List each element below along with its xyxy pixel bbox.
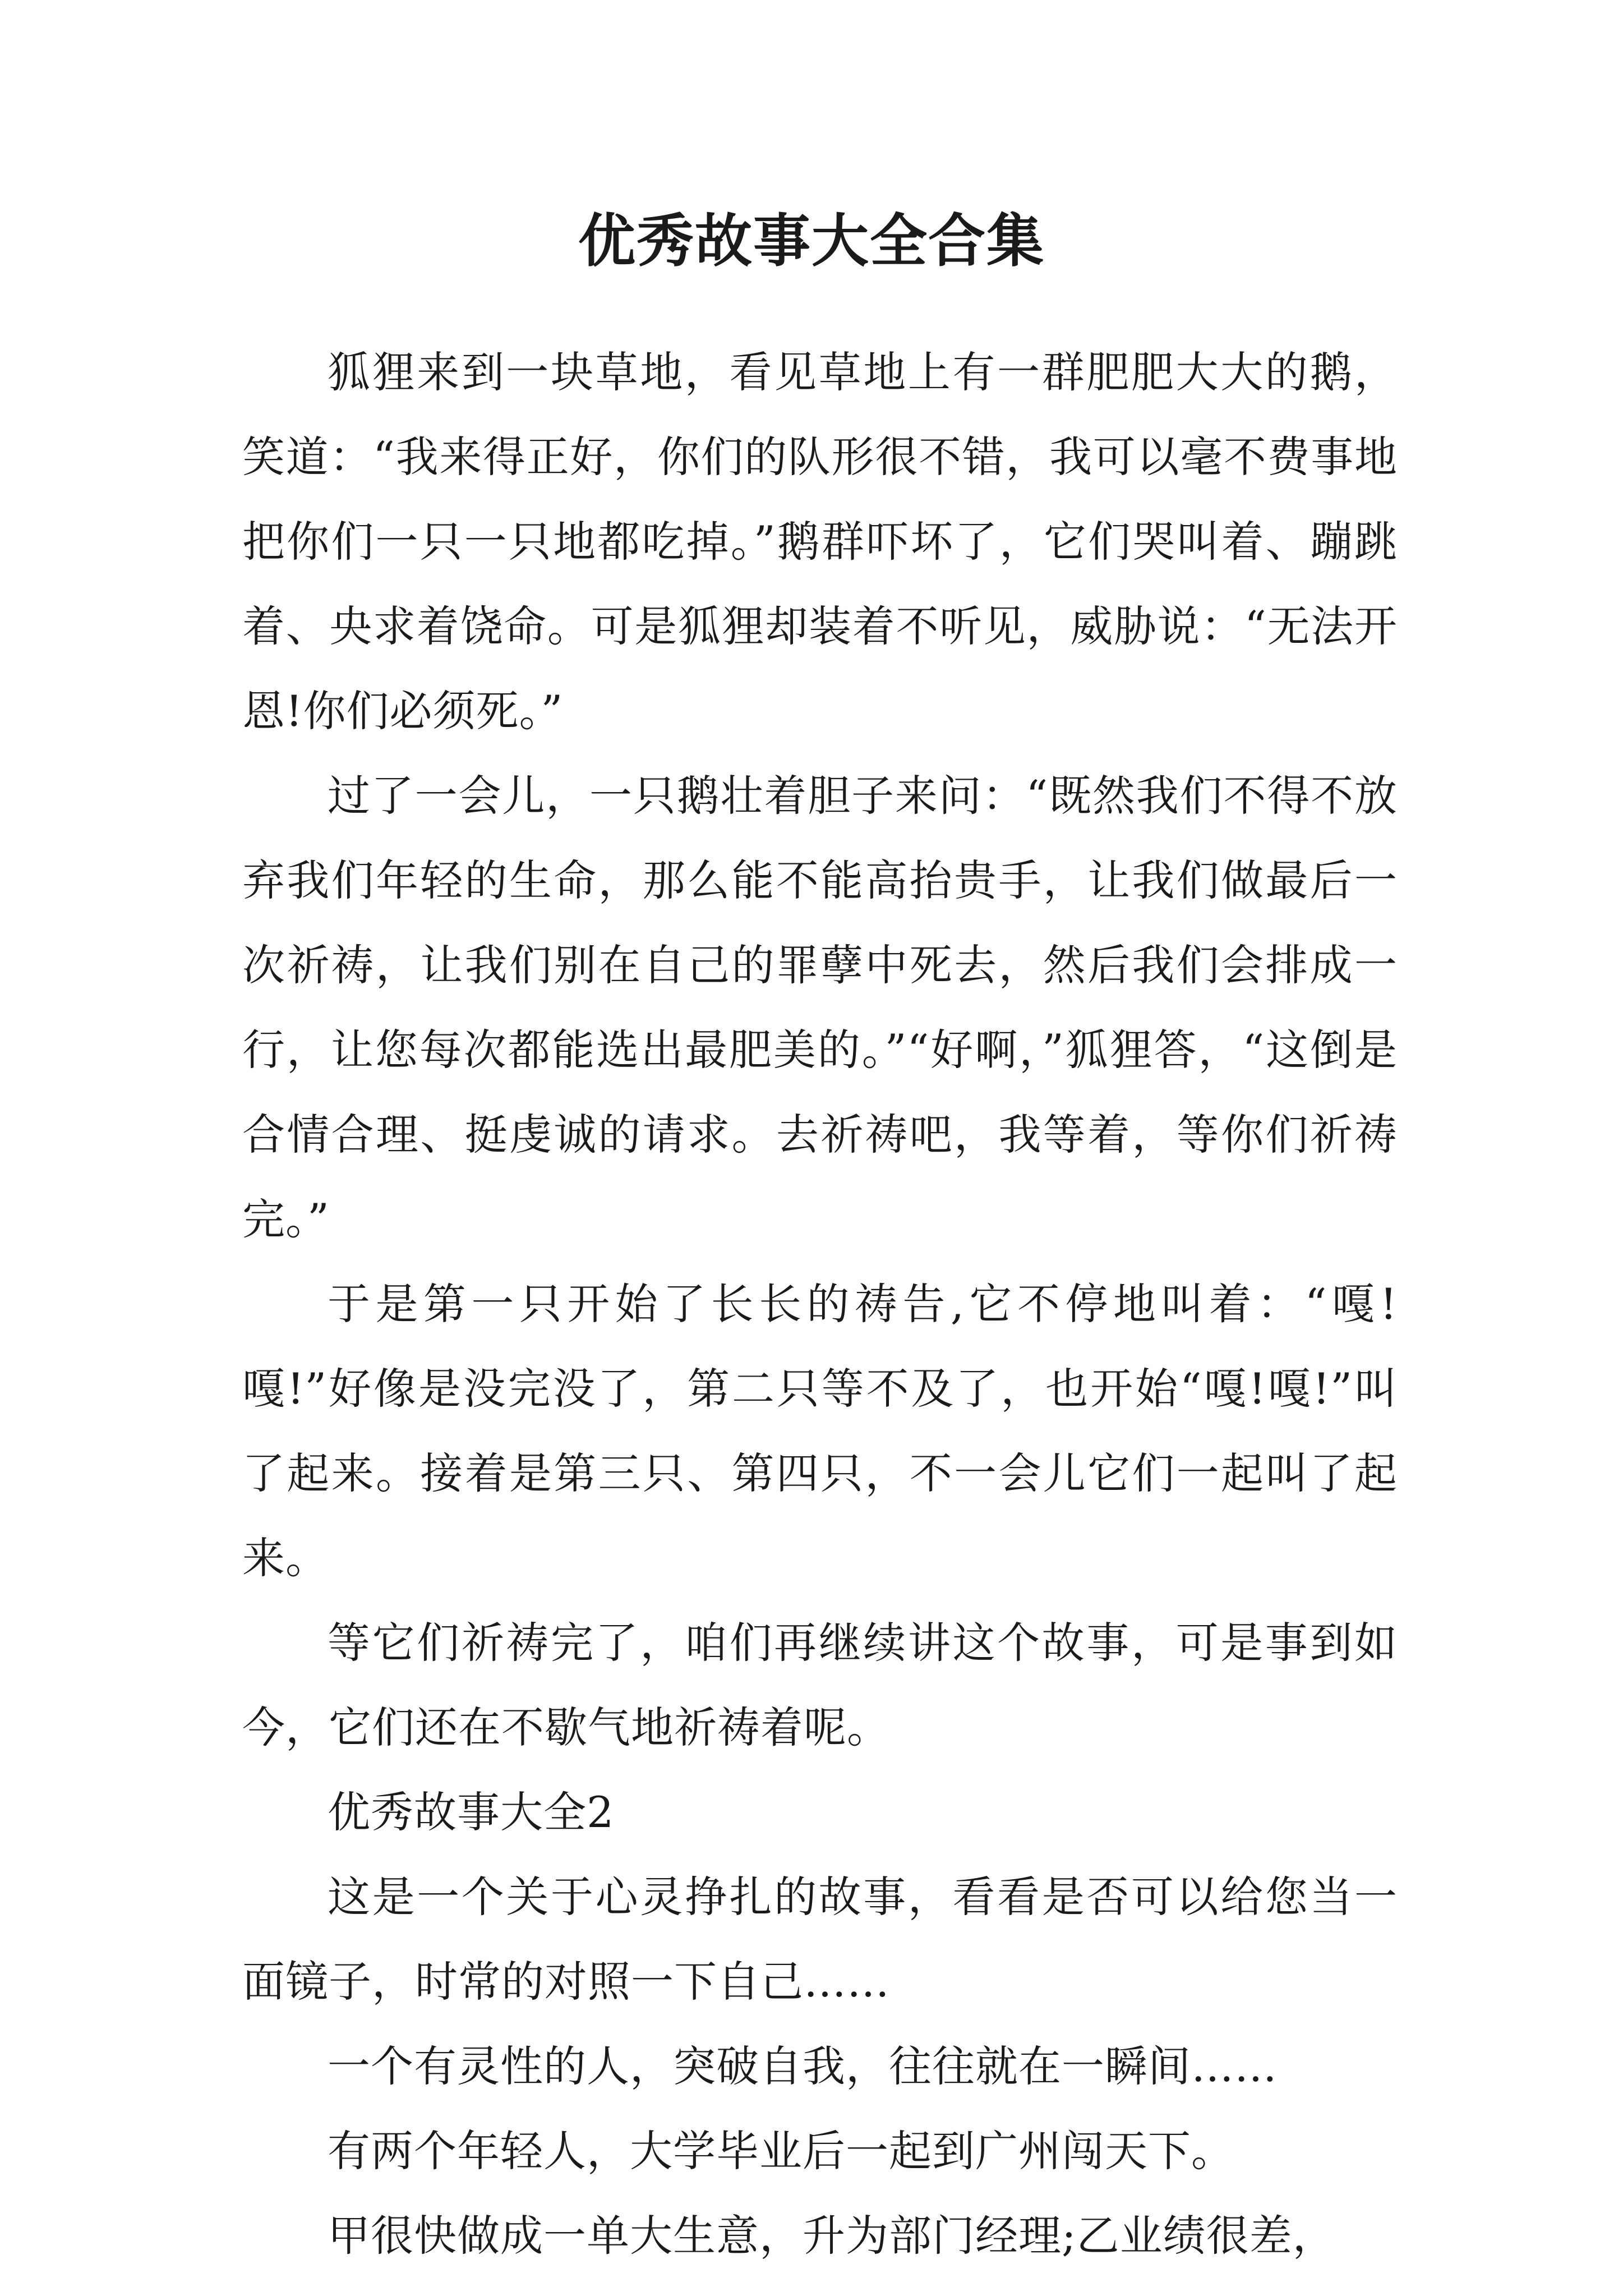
paragraph: 有两个年轻人，大学毕业后一起到广州闯天下。 <box>328 2126 1234 2176</box>
paragraph: 甲很快做成一单大生意，升为部门经理;乙业绩很差， <box>328 2211 1336 2261</box>
document-title: 优秀故事大全合集 <box>578 208 1045 275</box>
section-heading: 优秀故事大全2 <box>328 1787 615 1837</box>
paragraph: 一个有灵性的人，突破自我，往往就在一瞬间…… <box>328 2041 1278 2091</box>
paragraph: 过了一会儿，一只鹅壮着胆子来问：“既然我们不得不放弃我们年轻的生命，那么能不能高抬贵手，让我们做最后一次祈祷，让我们别在自己的罪孽中死去，然后我们会排成一行，让您每次都能选出最肥美的。”“好啊，”狐狸答，“这倒是合情合理、挺虔诚的请求。去祈祷吧，我等着，等你们祈祷完。” <box>242 771 1398 1244</box>
paragraph: 这是一个关于心灵挣扎的故事，看看是否可以给您当一面镜子，时常的对照一下自己…… <box>242 1872 1398 2007</box>
paragraph: 于是第一只开始了长长的祷告,它不停地叫着：“嘎!嘎!”好像是没完没了，第二只等不及了，也开始“嘎!嘎!”叫了起来。接着是第三只、第四只，不一会儿它们一起叫了起来。 <box>242 1279 1398 1583</box>
paragraph: 等它们祈祷完了，咱们再继续讲这个故事，可是事到如今，它们还在不歇气地祈祷着呢。 <box>242 1618 1398 1752</box>
document-body <box>242 330 1398 2278</box>
paragraph: 狐狸来到一块草地，看见草地上有一群肥肥大大的鹅，笑道：“我来得正好，你们的队形很不错，我可以毫不费事地把你们一只一只地都吃掉。”鹅群吓坏了，它们哭叫着、蹦跳着、央求着饶命。可是狐狸却装着不听见，威胁说：“无法开恩!你们必须死。” <box>242 347 1398 736</box>
